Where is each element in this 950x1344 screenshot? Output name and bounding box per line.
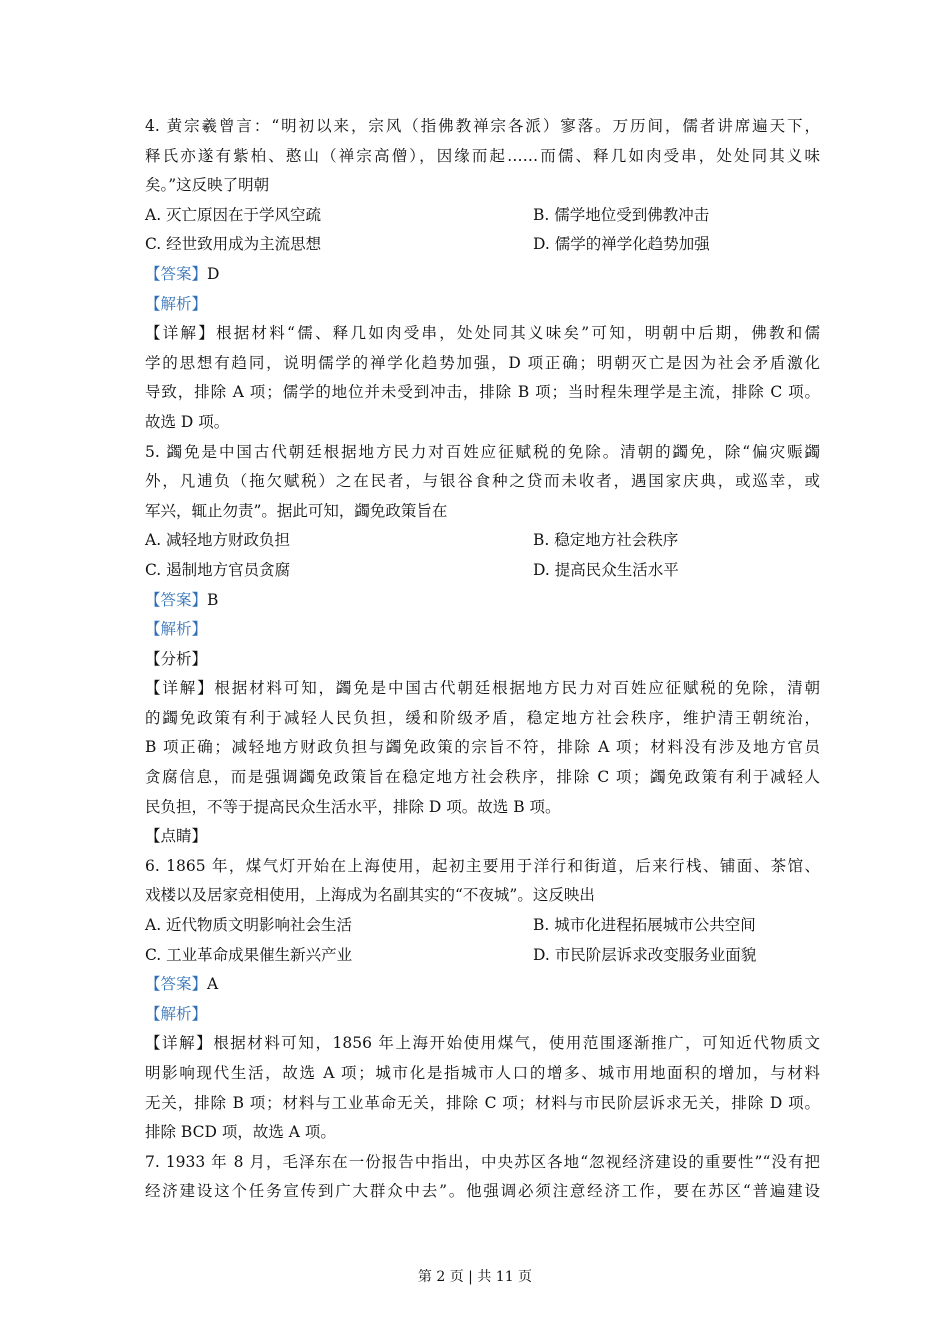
section-text: A [207,975,219,994]
text-line [145,763,820,793]
section-text: 根据材料可知，蠲免是中国古代朝廷根据地方民力对百姓应征赋税的免除，清朝 [214,679,820,698]
section-label-line [145,674,820,704]
section-tag: 【解析】 [145,1004,208,1023]
line-text: 贪腐信息，而是强调蠲免政策旨在稳定地方社会秩序，排除 C 项；蠲免政策有利于减轻人 [145,768,820,787]
line-text: 矣。”这反映了明朝 [145,176,270,195]
option-right: B. 城市化进程拓展城市公共空间 [533,916,756,935]
section-label-line [145,290,820,320]
answer-options-row [145,526,820,556]
section-tag: 【解析】 [145,294,208,313]
line-text: 导致，排除 A 项；儒学的地位并未受到冲击，排除 B 项；当时程朱理学是主流，排除 C 项。 [145,383,820,402]
section-tag: 【点睛】 [145,827,208,846]
section-label-line [145,586,820,616]
section-text: 根据材料“儒、释几如肉受串，处处同其义味矣”可知，明朝中后期，佛教和儒 [216,324,820,343]
answer-options-row [145,911,820,941]
line-text: 无关，排除 B 项；材料与工业革命无关，排除 C 项；材料与市民阶层诉求无关，排除 D 项。 [145,1093,820,1112]
section-text: 根据材料可知，1856 年上海开始使用煤气，使用范围逐渐推广，可知近代物质文 [213,1034,820,1053]
section-label-line [145,645,820,675]
section-tag: 【解析】 [145,620,208,639]
text-line [145,881,820,911]
page-footer: 第 2 页 | 共 11 页 [417,1269,533,1285]
option-left: C. 经世致用成为主流思想 [145,235,322,254]
line-text: 经济建设这个任务宣传到广大群众中去”。他强调必须注意经济工作，要在苏区“普遍建设 [145,1182,820,1201]
option-left: A. 减轻地方财政负担 [145,531,291,550]
text-line [145,1148,820,1178]
line-text: 外，凡逋负（拖欠赋税）之在民者，与银谷食种之贷而未收者，遇国家庆典，或巡幸，或 [145,472,820,491]
text-line [145,704,820,734]
line-text: 学的思想有趋同，说明儒学的禅学化趋势加强，D 项正确；明朝灭亡是因为社会矛盾激化 [145,353,820,372]
text-line [145,408,820,438]
section-text: D [207,264,220,283]
section-label-line [145,1029,820,1059]
line-text: 4. 黄宗羲曾言：“明初以来，宗风（指佛教禅宗各派）寥落。万历间，儒者讲席遍天下， [145,117,820,135]
answer-options-row [145,201,820,231]
section-tag: 【详解】 [145,679,215,698]
section-tag: 【答案】 [145,590,208,609]
text-line [145,1089,820,1119]
option-right: B. 稳定地方社会秩序 [533,531,679,550]
line-text: 的蠲免政策有利于减轻人民负担，缓和阶级矛盾，稳定地方社会秩序，维护清王朝统治， [145,708,820,727]
line-text: 5. 蠲免是中国古代朝廷根据地方民力对百姓应征赋税的免除。清朝的蠲免，除“偏灾赈蠲 [145,442,820,461]
section-label-line [145,319,820,349]
text-line [145,142,820,172]
option-right: D. 提高民众生活水平 [533,560,679,579]
option-left: A. 近代物质文明影响社会生活 [145,916,353,935]
text-line [145,349,820,379]
option-right: D. 市民阶层诉求改变服务业面貌 [533,945,757,964]
section-tag: 【分析】 [145,649,208,668]
text-line [145,378,820,408]
text-line [145,852,820,882]
text-line [145,793,820,823]
text-line [145,112,820,142]
answer-options-row [145,230,820,260]
text-line [145,171,820,201]
text-line [145,467,820,497]
section-tag: 【答案】 [145,264,208,283]
section-label-line [145,1000,820,1030]
option-right: D. 儒学的禅学化趋势加强 [533,235,710,254]
section-text: B [207,590,219,609]
text-line [145,1177,820,1207]
line-text: 军兴，辄止勿责”。据此可知，蠲免政策旨在 [145,501,448,520]
section-label-line [145,970,820,1000]
text-line [145,733,820,763]
text-line [145,1118,820,1148]
answer-options-row [145,941,820,971]
line-text: 民负担，不等于提高民众生活水平，排除 D 项。故选 B 项。 [145,797,561,816]
line-text: 7. 1933 年 8 月，毛泽东在一份报告中指出，中央苏区各地“忽视经济建设的重要性”“没有把 [145,1152,820,1171]
line-text: 戏楼以及居家竞相使用，上海成为名副其实的“不夜城”。这反映出 [145,886,595,905]
line-text: 故选 D 项。 [145,412,230,431]
document-body [145,112,820,1207]
text-line [145,438,820,468]
line-text: B 项正确；减轻地方财政负担与蠲免政策的宗旨不符，排除 A 项；材料没有涉及地方官员 [145,738,820,757]
line-text: 排除 BCD 项，故选 A 项。 [145,1123,336,1142]
line-text: 6. 1865 年，煤气灯开始在上海使用，起初主要用于洋行和街道，后来行栈、铺面、茶馆、 [145,856,820,875]
line-text: 释氏亦遂有紫柏、憨山（禅宗高僧），因缘而起……而儒、释几如肉受串，处处同其义味 [145,146,820,165]
section-tag: 【答案】 [145,975,208,994]
section-tag: 【详解】 [145,1034,214,1053]
option-right: B. 儒学地位受到佛教冲击 [533,205,710,224]
text-line [145,1059,820,1089]
text-line [145,497,820,527]
answer-options-row [145,556,820,586]
section-label-line [145,260,820,290]
option-left: C. 工业革命成果催生新兴产业 [145,945,353,964]
section-label-line [145,615,820,645]
section-label-line [145,822,820,852]
option-left: C. 遏制地方官员贪腐 [145,560,291,579]
option-left: A. 灭亡原因在于学风空疏 [145,205,322,224]
section-tag: 【详解】 [145,324,217,343]
line-text: 明影响现代生活，故选 A 项；城市化是指城市人口的增多、城市用地面积的增加，与材料 [145,1064,820,1082]
